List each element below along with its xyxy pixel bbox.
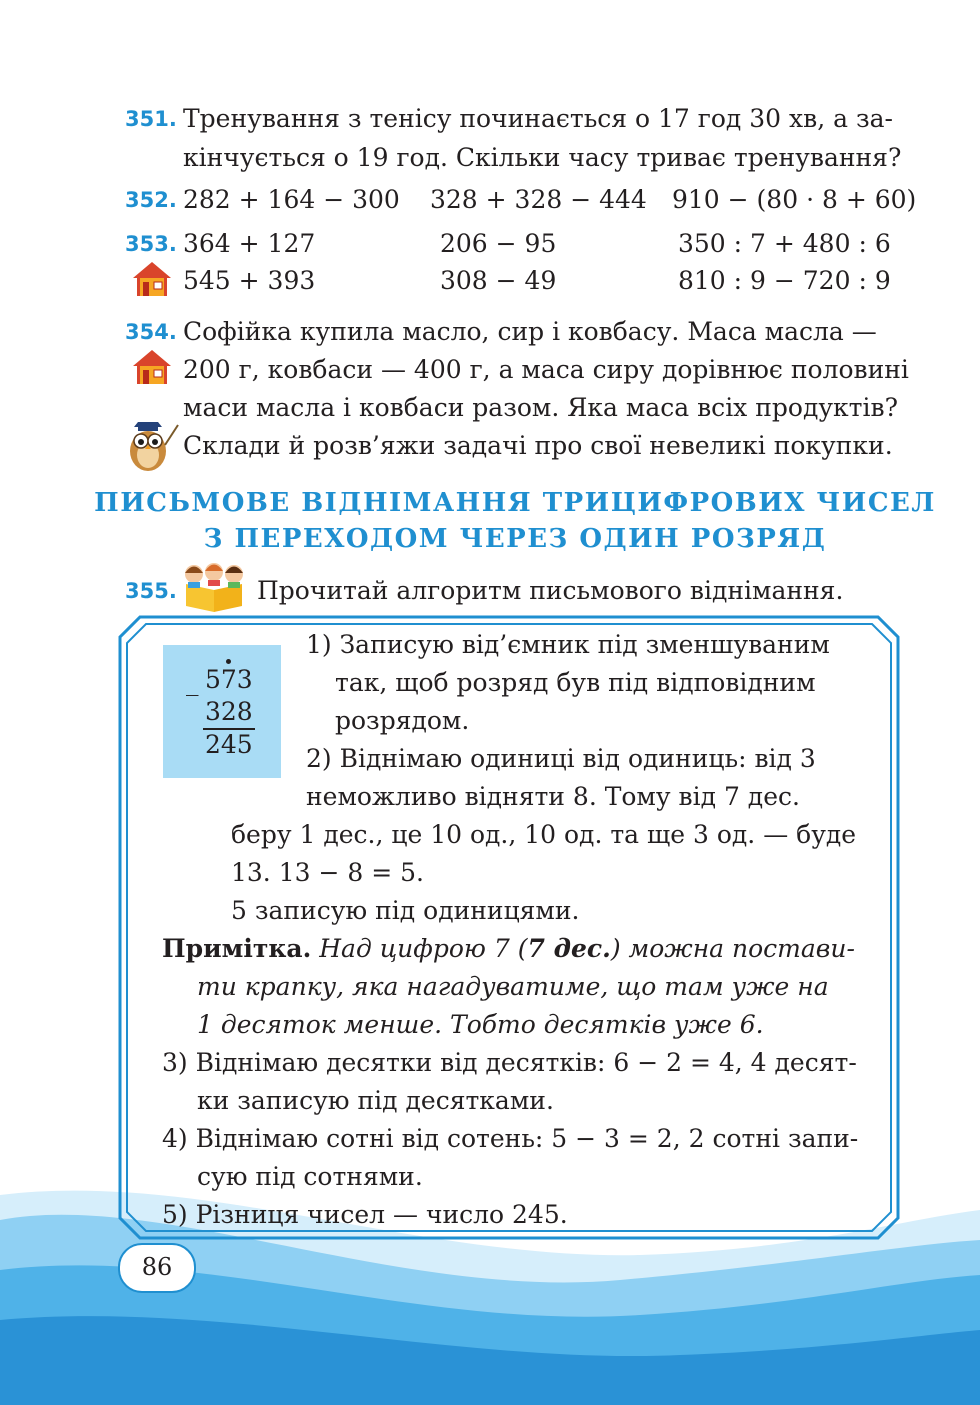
exercise-number-354: 354. (125, 320, 177, 344)
step-5: 5) Різниця чисел — число 245. (162, 1200, 568, 1229)
exercise-353-expr: 545 + 393 (183, 266, 316, 295)
exercise-351-line-2: кінчується о 19 год. Скільки часу триває тренування? (183, 143, 902, 172)
section-title-line-2: З ПЕРЕХОДОМ ЧЕРЕЗ ОДИН РОЗРЯД (203, 524, 827, 554)
children-book-icon (178, 560, 250, 612)
exercise-number-353: 353. (125, 232, 177, 256)
exercise-353-expr: 364 + 127 (183, 229, 316, 258)
note-text: Над цифрою 7 ( (311, 934, 528, 963)
step-2-line-5: 5 записую під одиницями. (231, 896, 580, 925)
note-label: Примітка. (162, 934, 312, 963)
exercise-353-expr: 810 : 9 − 720 : 9 (678, 266, 891, 295)
exercise-353-expr: 206 − 95 (440, 229, 557, 258)
step-2-line-2: неможливо відняти 8. Тому від 7 дес. (306, 782, 800, 811)
step-4-line-2: сую під сотнями. (197, 1162, 423, 1191)
minus-sign: _ (186, 667, 199, 696)
exercise-number-352: 352. (125, 188, 177, 212)
owl-icon (120, 415, 180, 473)
minuend: 573 (205, 665, 253, 694)
difference: 245 (205, 730, 253, 759)
exercise-355-instruction: Прочитай алгоритм письмового віднімання. (257, 576, 844, 605)
exercise-number-351: 351. (125, 107, 177, 131)
exercise-353-expr: 350 : 7 + 480 : 6 (678, 229, 891, 258)
step-2-line-1: 2) Віднімаю одиниці від одиниць: від 3 (306, 744, 816, 773)
step-1-line-1: 1) Записую від’ємник під зменшуваним (306, 630, 830, 659)
step-4-line-1: 4) Віднімаю сотні від сотень: 5 − 3 = 2, 2 сотні запи- (162, 1124, 859, 1153)
section-title-line-1: ПИСЬМОВЕ ВІДНІМАННЯ ТРИЦИФРОВИХ ЧИСЕЛ (94, 488, 936, 518)
note-line-3: 1 десяток менше. Тобто десятків уже 6. (197, 1010, 764, 1039)
note-line-1 (162, 930, 855, 968)
exercise-354-line-2: 200 г, ковбаси — 400 г, а маса сиру дорівнює половині (183, 355, 909, 384)
exercise-number-355: 355. (125, 579, 177, 603)
note-text: ) можна постави- (610, 934, 855, 963)
exercise-352-expr-3: 910 − (80 · 8 + 60) (672, 185, 917, 214)
page-number: 86 (118, 1243, 196, 1293)
step-2-line-4: 13. 13 − 8 = 5. (231, 858, 424, 887)
exercise-352-expr-1: 282 + 164 − 300 (183, 185, 400, 214)
exercise-354-line-3: маси масла і ковбаси разом. Яка маса всіх продуктів? (183, 393, 898, 422)
note-line-2: ти крапку, яка нагадуватиме, що там уже на (197, 972, 829, 1001)
step-1-line-3: розрядом. (335, 706, 470, 735)
house-icon (131, 348, 173, 386)
step-2-line-3: беру 1 дес., це 10 од., 10 од. та ще 3 од. — буде (231, 820, 857, 849)
exercise-352-expr-2: 328 + 328 − 444 (430, 185, 647, 214)
exercise-354-line-1: Софійка купила масло, сир і ковбасу. Маса масла — (183, 317, 877, 346)
step-3-line-2: ки записую під десятками. (197, 1086, 554, 1115)
subtrahend: 328 (205, 697, 253, 726)
exercise-353-expr: 308 − 49 (440, 266, 557, 295)
note-emphasis: 7 дес. (527, 934, 611, 963)
step-1-line-2: так, щоб розряд був під відповідним (335, 668, 816, 697)
exercise-351-line-1: Тренування з тенісу починається о 17 год 30 хв, а за- (183, 104, 893, 133)
house-icon (131, 260, 173, 298)
step-3-line-1: 3) Віднімаю десятки від десятків: 6 − 2 = 4, 4 десят- (162, 1048, 857, 1077)
exercise-354-line-4: Склади й розв’яжи задачі про свої невеликі покупки. (183, 431, 893, 460)
